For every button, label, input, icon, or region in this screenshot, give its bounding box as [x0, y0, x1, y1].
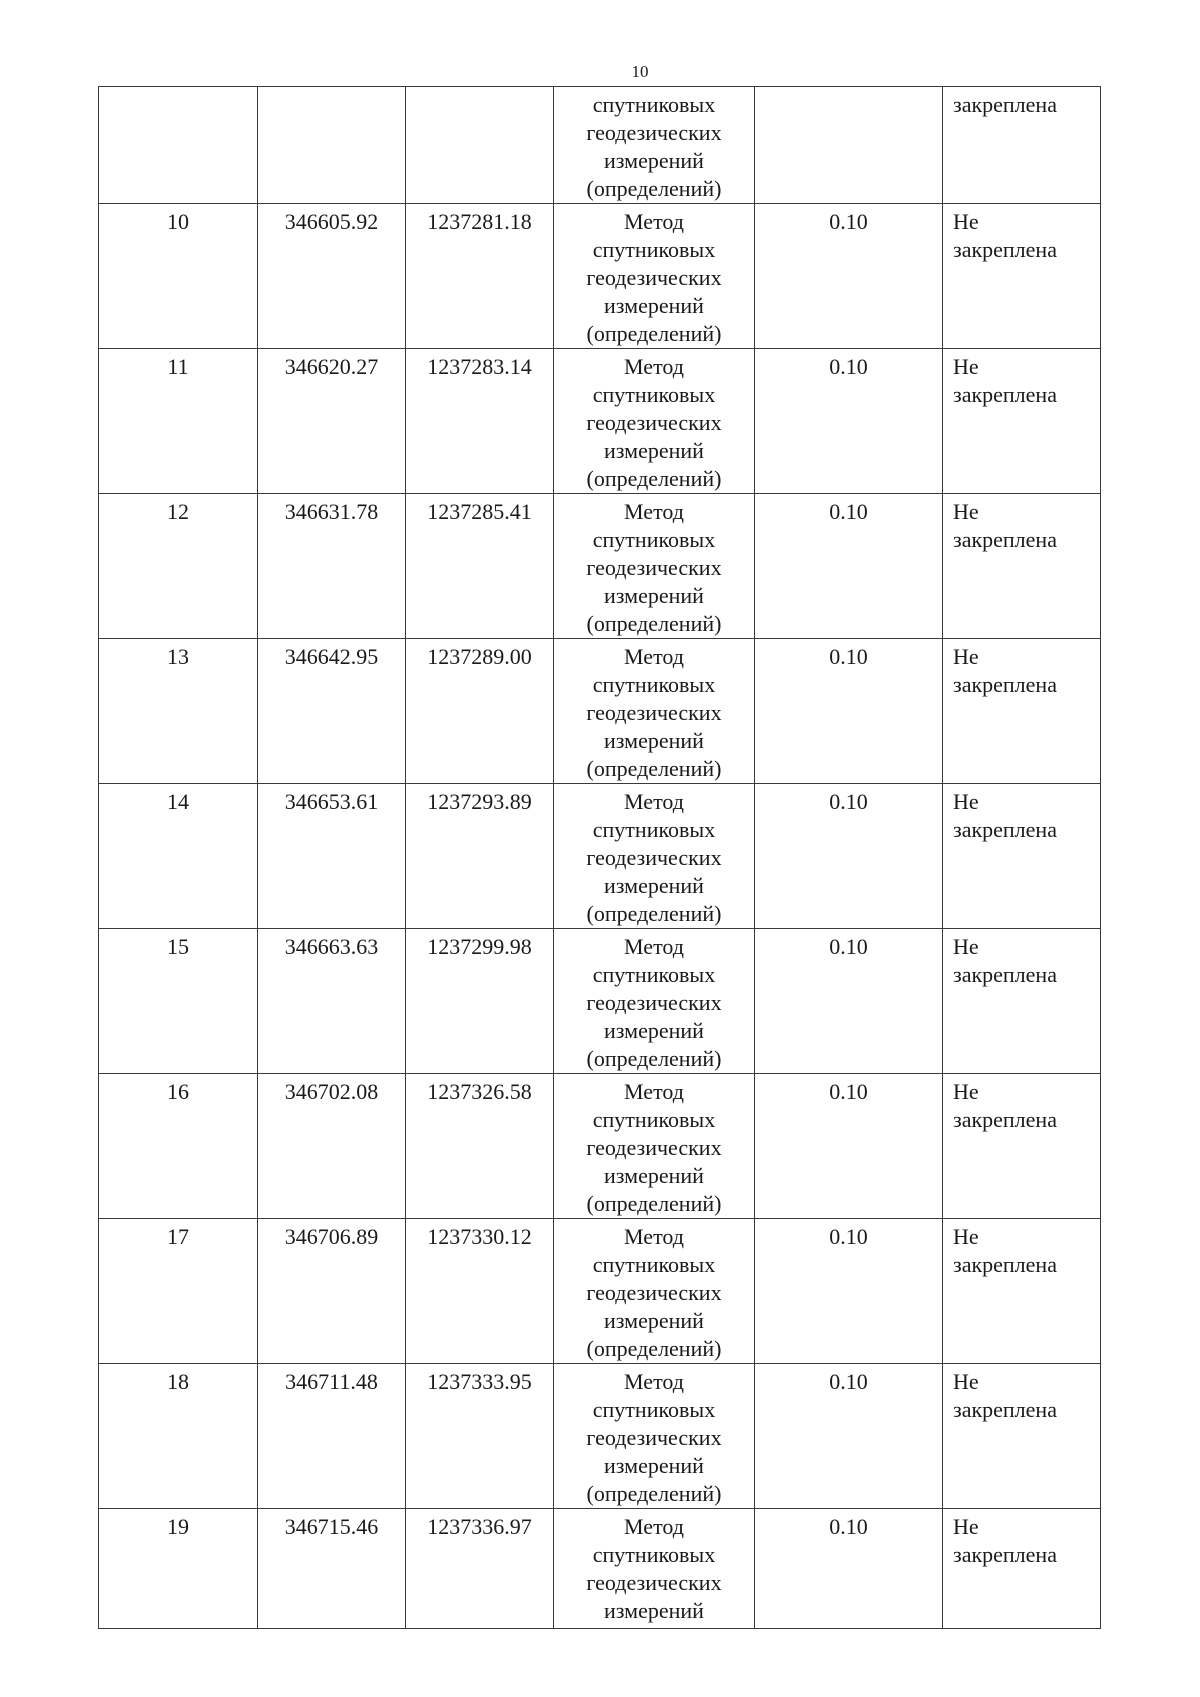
table-row-continued — [99, 87, 1101, 204]
accuracy-cell: 0.10 — [755, 1364, 943, 1509]
table-row — [99, 1364, 1101, 1509]
point-number-cell: 12 — [99, 494, 258, 639]
method-cell: Метод спутниковых геодезических измерений (определений) — [554, 1219, 755, 1364]
x-coordinate-cell: 346631.78 — [258, 494, 406, 639]
point-number-cell — [99, 87, 258, 204]
method-cell: Метод спутниковых геодезических измерений (определений) — [554, 639, 755, 784]
point-number-cell: 14 — [99, 784, 258, 929]
x-coordinate-cell: 346715.46 — [258, 1509, 406, 1629]
method-cell: Метод спутниковых геодезических измерений (определений) — [554, 929, 755, 1074]
y-coordinate-cell: 1237336.97 — [406, 1509, 554, 1629]
table-row — [99, 494, 1101, 639]
method-cell: Метод спутниковых геодезических измерений — [554, 1509, 755, 1629]
fixation-cell: Не закреплена — [943, 349, 1101, 494]
y-coordinate-cell: 1237293.89 — [406, 784, 554, 929]
point-number-cell: 17 — [99, 1219, 258, 1364]
point-number-cell: 16 — [99, 1074, 258, 1219]
method-cell: спутниковых геодезических измерений (определений) — [554, 87, 755, 204]
x-coordinate-cell — [258, 87, 406, 204]
method-cell: Метод спутниковых геодезических измерений (определений) — [554, 784, 755, 929]
x-coordinate-cell: 346653.61 — [258, 784, 406, 929]
x-coordinate-cell: 346711.48 — [258, 1364, 406, 1509]
x-coordinate-cell: 346605.92 — [258, 204, 406, 349]
method-cell: Метод спутниковых геодезических измерений (определений) — [554, 1364, 755, 1509]
y-coordinate-cell: 1237281.18 — [406, 204, 554, 349]
fixation-cell: Не закреплена — [943, 929, 1101, 1074]
accuracy-cell — [755, 87, 943, 204]
fixation-cell: Не закреплена — [943, 1364, 1101, 1509]
table-row — [99, 639, 1101, 784]
table-row — [99, 929, 1101, 1074]
y-coordinate-cell — [406, 87, 554, 204]
x-coordinate-cell: 346620.27 — [258, 349, 406, 494]
table-row — [99, 784, 1101, 929]
coordinates-table — [98, 86, 1101, 1629]
y-coordinate-cell: 1237333.95 — [406, 1364, 554, 1509]
fixation-cell: Не закреплена — [943, 1509, 1101, 1629]
table-row — [99, 349, 1101, 494]
table-row — [99, 1074, 1101, 1219]
accuracy-cell: 0.10 — [755, 1219, 943, 1364]
accuracy-cell: 0.10 — [755, 1074, 943, 1219]
accuracy-cell: 0.10 — [755, 929, 943, 1074]
accuracy-cell: 0.10 — [755, 204, 943, 349]
fixation-cell: закреплена — [943, 87, 1101, 204]
x-coordinate-cell: 346702.08 — [258, 1074, 406, 1219]
y-coordinate-cell: 1237330.12 — [406, 1219, 554, 1364]
coordinates-table-body — [99, 87, 1101, 1629]
fixation-cell: Не закреплена — [943, 204, 1101, 349]
accuracy-cell: 0.10 — [755, 639, 943, 784]
fixation-cell: Не закреплена — [943, 1219, 1101, 1364]
point-number-cell: 13 — [99, 639, 258, 784]
table-row — [99, 1509, 1101, 1629]
accuracy-cell: 0.10 — [755, 784, 943, 929]
y-coordinate-cell: 1237283.14 — [406, 349, 554, 494]
table-row — [99, 1219, 1101, 1364]
point-number-cell: 15 — [99, 929, 258, 1074]
point-number-cell: 11 — [99, 349, 258, 494]
x-coordinate-cell: 346642.95 — [258, 639, 406, 784]
y-coordinate-cell: 1237326.58 — [406, 1074, 554, 1219]
point-number-cell: 18 — [99, 1364, 258, 1509]
method-cell: Метод спутниковых геодезических измерений (определений) — [554, 1074, 755, 1219]
fixation-cell: Не закреплена — [943, 639, 1101, 784]
method-cell: Метод спутниковых геодезических измерений (определений) — [554, 204, 755, 349]
point-number-cell: 10 — [99, 204, 258, 349]
page-number: 10 — [631, 62, 649, 81]
fixation-cell: Не закреплена — [943, 494, 1101, 639]
table-row — [99, 204, 1101, 349]
point-number-cell: 19 — [99, 1509, 258, 1629]
accuracy-cell: 0.10 — [755, 349, 943, 494]
fixation-cell: Не закреплена — [943, 784, 1101, 929]
x-coordinate-cell: 346706.89 — [258, 1219, 406, 1364]
fixation-cell: Не закреплена — [943, 1074, 1101, 1219]
y-coordinate-cell: 1237285.41 — [406, 494, 554, 639]
y-coordinate-cell: 1237299.98 — [406, 929, 554, 1074]
method-cell: Метод спутниковых геодезических измерений (определений) — [554, 494, 755, 639]
y-coordinate-cell: 1237289.00 — [406, 639, 554, 784]
x-coordinate-cell: 346663.63 — [258, 929, 406, 1074]
accuracy-cell: 0.10 — [755, 494, 943, 639]
accuracy-cell: 0.10 — [755, 1509, 943, 1629]
method-cell: Метод спутниковых геодезических измерений (определений) — [554, 349, 755, 494]
